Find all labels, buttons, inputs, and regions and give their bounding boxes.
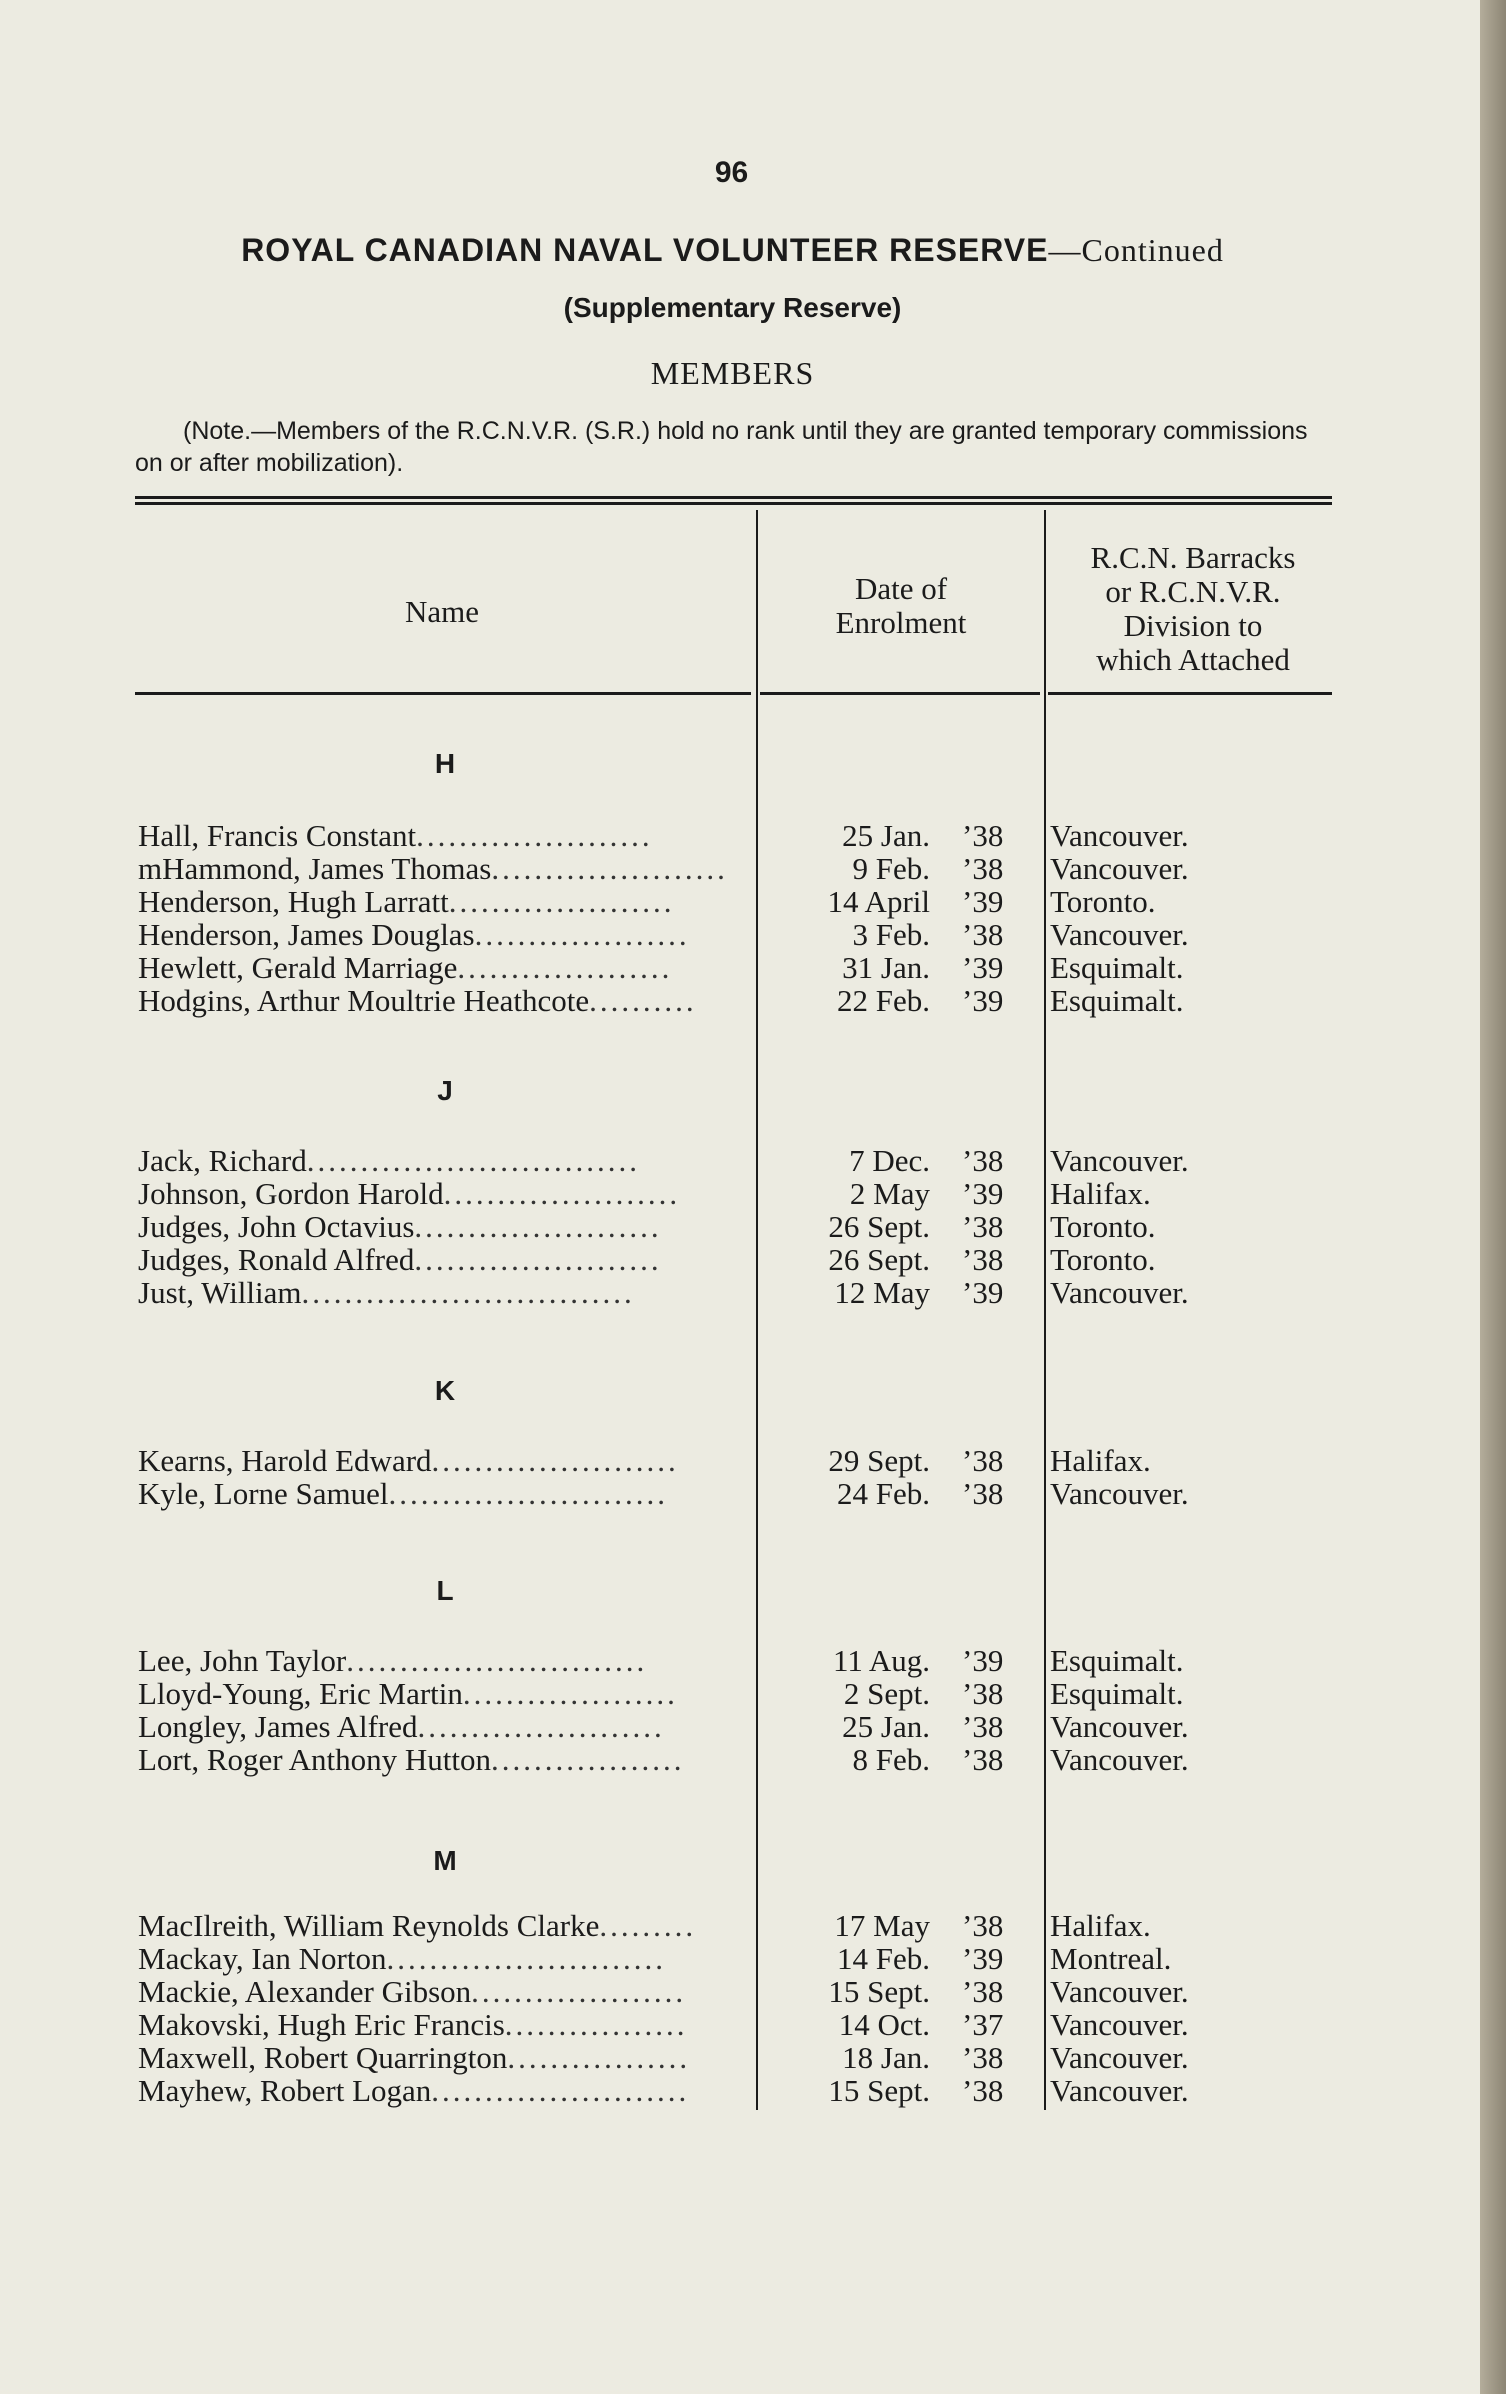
table-row (0, 1209, 1480, 1242)
subheading: (Supplementary Reserve) (563, 292, 902, 323)
leader-dots: .................... (462, 1676, 678, 1711)
leader-dots: ............................... (301, 1275, 635, 1310)
leader-dots: ...................... (443, 1176, 681, 1211)
member-name-text: Kyle, Lorne Samuel (138, 1476, 389, 1511)
enrolment-year: ’37 (962, 2007, 1004, 2042)
top-double-rule (135, 496, 1332, 505)
header-division-line: Division to (1123, 608, 1263, 643)
member-name (138, 1443, 748, 1479)
member-name (138, 1209, 748, 1245)
enrolment-date: 31 Jan. (842, 950, 930, 985)
enrolment-year: ’38 (962, 1443, 1004, 1478)
division: Esquimalt. (1050, 983, 1184, 1018)
table-row (0, 1443, 1480, 1476)
leader-dots: ...................... (491, 851, 728, 886)
leader-dots: .................... (474, 917, 690, 952)
member-name-text: Henderson, Hugh Larratt (138, 884, 449, 919)
enrolment-year: ’38 (962, 2040, 1004, 2075)
enrolment-date: 26 Sept. (828, 1242, 930, 1277)
enrolment-year: ’39 (962, 1941, 1004, 1976)
table-row (0, 851, 1480, 884)
table-row (0, 983, 1480, 1016)
member-name (138, 884, 748, 920)
member-name (138, 1908, 748, 1944)
enrolment-year: ’39 (962, 884, 1004, 919)
enrolment-date: 14 April (827, 884, 930, 919)
enrolment-date: 2 Sept. (843, 1676, 930, 1711)
enrolment-year: ’38 (962, 2073, 1004, 2108)
enrolment-date: 12 May (834, 1275, 930, 1310)
enrolment-year: ’38 (962, 1476, 1004, 1511)
column-divider-1 (756, 510, 758, 2110)
heading-caps: ROYAL CANADIAN NAVAL VOLUNTEER RESERVE (241, 232, 1049, 268)
member-name (138, 1742, 748, 1778)
member-name-text: Henderson, James Douglas (138, 917, 475, 952)
member-name (138, 2073, 748, 2109)
enrolment-year: ’39 (962, 950, 1004, 985)
member-name (138, 917, 748, 953)
member-name-text: Mackie, Alexander Gibson (138, 1974, 472, 2009)
leader-dots: .................... (471, 1974, 687, 2009)
enrolment-date: 11 Aug. (832, 1643, 930, 1678)
member-name (138, 851, 748, 887)
enrolment-date: 18 Jan. (842, 2040, 930, 2075)
table-row (0, 1676, 1480, 1709)
division: Toronto. (1050, 1242, 1156, 1277)
leader-dots: .......................... (388, 1476, 669, 1511)
leader-dots: .......................... (386, 1941, 666, 1976)
enrolment-date: 26 Sept. (828, 1209, 930, 1244)
member-name (138, 1143, 748, 1179)
enrolment-date: 29 Sept. (828, 1443, 930, 1478)
member-name-text: MacIlreith, William Reynolds Clarke (138, 1908, 600, 1943)
leader-dots: ......... (599, 1908, 697, 1943)
enrolment-date: 14 Oct. (838, 2007, 930, 2042)
enrolment-date: 3 Feb. (852, 917, 930, 952)
enrolment-date: 17 May (834, 1908, 930, 1943)
member-name-text: Jack, Richard (138, 1143, 307, 1178)
leader-dots: ....................... (431, 1443, 679, 1478)
member-name-text: Just, William (138, 1275, 302, 1310)
member-name (138, 1676, 748, 1712)
member-name-text: Hodgins, Arthur Moultrie Heathcote (138, 983, 590, 1018)
member-name-text: Hewlett, Gerald Marriage (138, 950, 458, 985)
leader-dots: ................. (507, 2040, 691, 2075)
enrolment-date: 9 Feb. (852, 851, 930, 886)
leader-dots: .................... (457, 950, 673, 985)
division: Vancouver. (1050, 1974, 1189, 2009)
member-name-text: Mayhew, Robert Logan (138, 2073, 432, 2108)
table-row (0, 1176, 1480, 1209)
section-title: MEMBERS (650, 355, 815, 391)
division: Toronto. (1050, 884, 1156, 919)
leader-dots: ....................... (417, 1709, 665, 1744)
leader-dots: ............................ (346, 1643, 648, 1678)
header-division-line: which Attached (1096, 642, 1290, 677)
section-letter: M (433, 1845, 457, 1876)
table-row (0, 818, 1480, 851)
section-letter: H (434, 748, 456, 779)
division: Vancouver. (1050, 2040, 1189, 2075)
enrolment-year: ’38 (962, 1974, 1004, 2009)
table-row (0, 917, 1480, 950)
member-name (138, 1974, 748, 2010)
division: Esquimalt. (1050, 1676, 1184, 1711)
leader-dots: ..................... (448, 884, 675, 919)
member-name-text: Lort, Roger Anthony Hutton (138, 1742, 492, 1777)
header-rule-division (1048, 692, 1332, 695)
table-row (0, 2073, 1480, 2106)
leader-dots: ................. (504, 2007, 688, 2042)
column-divider-2 (1044, 510, 1046, 2110)
enrolment-date: 25 Jan. (842, 818, 930, 853)
enrolment-year: ’39 (962, 1176, 1004, 1211)
division: Halifax. (1050, 1908, 1151, 1943)
division: Vancouver. (1050, 2007, 1189, 2042)
member-name (138, 1709, 748, 1745)
division: Vancouver. (1050, 1275, 1189, 1310)
enrolment-date: 15 Sept. (828, 1974, 930, 2009)
table-row (0, 1643, 1480, 1676)
member-name (138, 2040, 748, 2076)
enrolment-year: ’38 (962, 1143, 1004, 1178)
enrolment-date: 24 Feb. (837, 1476, 930, 1511)
leader-dots: .......... (589, 983, 697, 1018)
division: Vancouver. (1050, 917, 1189, 952)
member-name-text: Hall, Francis Constant (138, 818, 417, 853)
enrolment-year: ’38 (962, 1209, 1004, 1244)
division: Esquimalt. (1050, 1643, 1184, 1678)
header-division-line: R.C.N. Barracks (1090, 540, 1296, 575)
leader-dots: ............................... (306, 1143, 640, 1178)
member-name-text: Makovski, Hugh Eric Francis (138, 2007, 505, 2042)
leader-dots: ........................ (431, 2073, 690, 2108)
member-name (138, 983, 748, 1019)
header-rule-date (760, 692, 1040, 695)
table-row (0, 1974, 1480, 2007)
member-name-text: Mackay, Ian Norton (138, 1941, 387, 1976)
table-row (0, 2007, 1480, 2040)
table-row (0, 1143, 1480, 1176)
member-name-text: Judges, John Octavius (138, 1209, 415, 1244)
division: Vancouver. (1050, 1709, 1189, 1744)
header-date-line: Enrolment (835, 605, 967, 640)
section-letter: K (434, 1375, 456, 1406)
enrolment-year: ’38 (962, 1742, 1004, 1777)
division: Esquimalt. (1050, 950, 1184, 985)
division: Vancouver. (1050, 1476, 1189, 1511)
member-name (138, 1476, 748, 1512)
enrolment-year: ’38 (962, 851, 1004, 886)
member-name (138, 818, 748, 854)
header-division-line: or R.C.N.V.R. (1105, 574, 1281, 609)
heading-continued: —Continued (1048, 232, 1224, 268)
table-row (0, 1908, 1480, 1941)
member-name (138, 1643, 748, 1679)
leader-dots: ...................... (416, 818, 653, 853)
enrolment-year: ’39 (962, 1275, 1004, 1310)
member-name (138, 2007, 748, 2043)
member-name (138, 950, 748, 986)
member-name-text: Kearns, Harold Edward (138, 1443, 432, 1478)
division: Vancouver. (1050, 1143, 1189, 1178)
member-name-text: Maxwell, Robert Quarrington (138, 2040, 508, 2075)
division: Vancouver. (1050, 851, 1189, 886)
table-row (0, 2040, 1480, 2073)
note: (Note.—Members of the R.C.N.V.R. (S.R.) hold no rank until they are granted temporary commissions on or after mobilization). (135, 417, 1308, 477)
header-date (760, 572, 1042, 640)
table-row (0, 950, 1480, 983)
division: Vancouver. (1050, 1742, 1189, 1777)
enrolment-year: ’38 (962, 917, 1004, 952)
division: Vancouver. (1050, 818, 1189, 853)
enrolment-year: ’38 (962, 1709, 1004, 1744)
member-name (138, 1242, 748, 1278)
division: Toronto. (1050, 1209, 1156, 1244)
member-name-text: Lee, John Taylor (138, 1643, 347, 1678)
member-name-text: Lloyd-Young, Eric Martin (138, 1676, 463, 1711)
division: Montreal. (1050, 1941, 1172, 1976)
division: Halifax. (1050, 1443, 1151, 1478)
enrolment-date: 2 May (849, 1176, 930, 1211)
header-division (1048, 541, 1338, 677)
table-row (0, 1709, 1480, 1742)
member-name-text: Judges, Ronald Alfred (138, 1242, 415, 1277)
header-rule-name (135, 692, 751, 695)
enrolment-date: 25 Jan. (842, 1709, 930, 1744)
header-name: Name (404, 594, 480, 629)
table-row (0, 1476, 1480, 1509)
enrolment-year: ’38 (962, 1242, 1004, 1277)
enrolment-date: 22 Feb. (837, 983, 930, 1018)
page-heading (160, 232, 1305, 269)
member-name-text: mHammond, James Thomas (138, 851, 492, 886)
enrolment-year: ’38 (962, 1908, 1004, 1943)
table-row (0, 1275, 1480, 1308)
table-row (0, 1742, 1480, 1775)
member-name (138, 1176, 748, 1212)
enrolment-year: ’38 (962, 818, 1004, 853)
table-row (0, 1941, 1480, 1974)
enrolment-year: ’38 (962, 1676, 1004, 1711)
division: Vancouver. (1050, 2073, 1189, 2108)
enrolment-date: 15 Sept. (828, 2073, 930, 2108)
section-letter: J (437, 1075, 453, 1106)
page-number: 96 (714, 156, 749, 189)
enrolment-date: 7 Dec. (849, 1143, 930, 1178)
table-row (0, 884, 1480, 917)
member-name (138, 1275, 748, 1311)
section-letter: L (436, 1575, 454, 1606)
leader-dots: .................. (491, 1742, 685, 1777)
enrolment-year: ’39 (962, 983, 1004, 1018)
leader-dots: ....................... (414, 1209, 662, 1244)
member-name-text: Johnson, Gordon Harold (138, 1176, 444, 1211)
enrolment-year: ’39 (962, 1643, 1004, 1678)
leader-dots: ....................... (414, 1242, 662, 1277)
member-name (138, 1941, 748, 1977)
header-date-line: Date of (854, 571, 948, 606)
enrolment-date: 8 Feb. (852, 1742, 930, 1777)
member-name-text: Longley, James Alfred (138, 1709, 418, 1744)
page-edge (1480, 0, 1506, 2394)
enrolment-date: 14 Feb. (837, 1941, 930, 1976)
division: Halifax. (1050, 1176, 1151, 1211)
table-row (0, 1242, 1480, 1275)
